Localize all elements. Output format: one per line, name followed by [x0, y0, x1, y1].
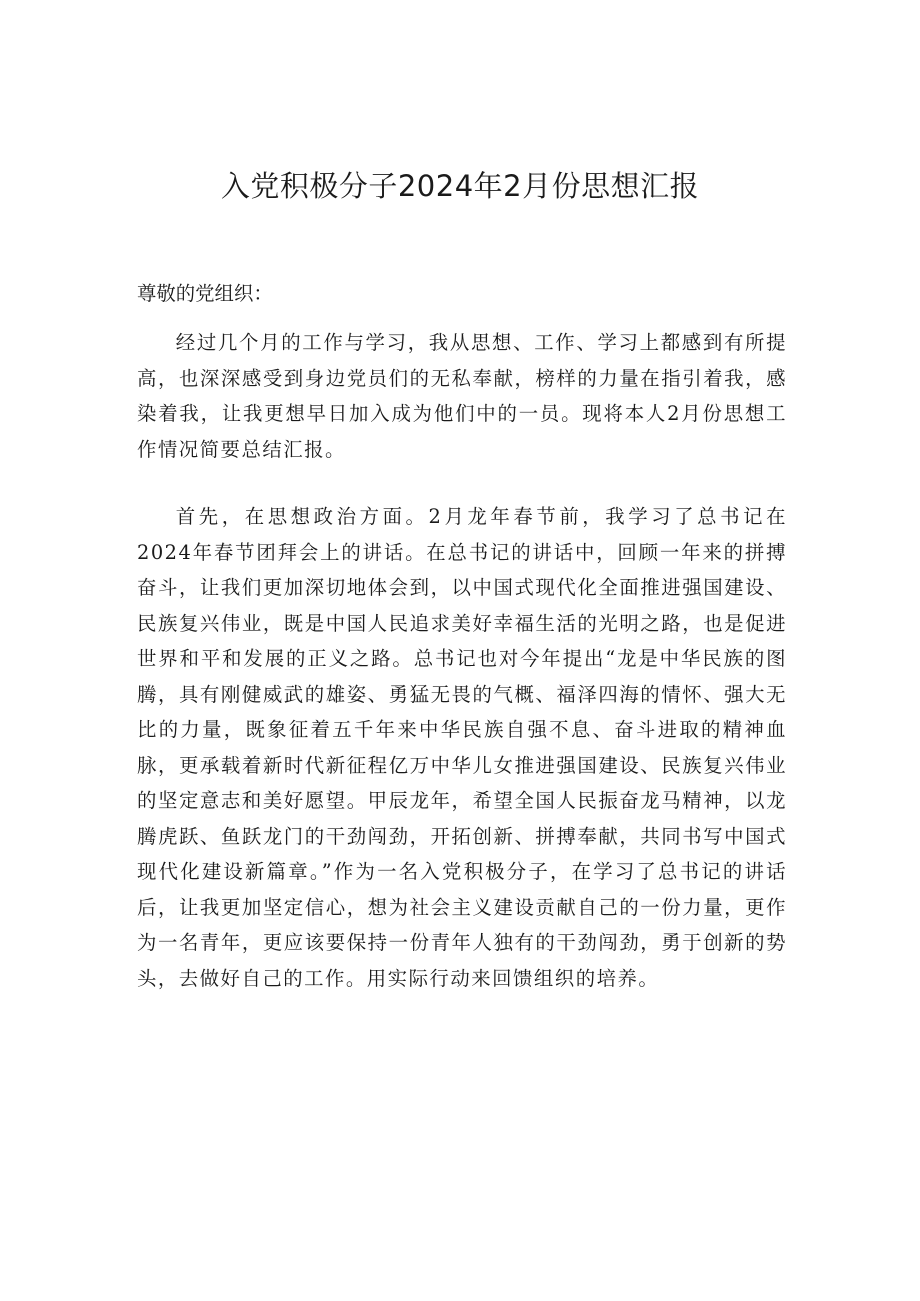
document-title: 入党积极分子2024年2月份思想汇报 [220, 169, 700, 203]
salutation: 尊敬的党组织： [137, 282, 273, 305]
paragraph-ideological-political: 首先，在思想政治方面。2月龙年春节前，我学习了总书记在2024年春节团拜会上的讲话。在总书记的讲话中，回顾一年来的拼搏奋斗，让我们更加深切地体会到，以中国式现代化全面推进强国建设、民族复兴伟业，既是中国人民追求美好幸福生活的光明之路，也是促进世界和平和发展的正义之路。总书记也对今年提出“龙是中华民族的图腾，具有刚健威武的雄姿、勇猛无畏的气概、福泽四海的情怀、强大无比的力量，既象征着五千年来中华民族自强不息、奋斗进取的精神血脉，更承载着新时代新征程亿万中华儿女推进强国建设、民族复兴伟业的坚定意志和美好愿望。甲辰龙年，希望全国人民振奋龙马精神，以龙腾虎跃、鱼跃龙门的干劲闯劲，开拓创新、拼搏奉献，共同书写中国式现代化建设新篇章。”作为一名入党积极分子，在学习了总书记的讲话后，让我更加坚定信心，想为社会主义建设贡献自己的一份力量，更作为一名青年，更应该要保持一份青年人独有的干劲闯劲，勇于创新的势头，去做好自己的工作。用实际行动来回馈组织的培养。 [137, 505, 787, 990]
paragraph-intro: 经过几个月的工作与学习，我从思想、工作、学习上都感到有所提高，也深深感受到身边党员们的无私奉献，榜样的力量在指引着我，感染着我，让我更想早日加入成为他们中的一员。现将本人2月份思想工作情况简要总结汇报。 [137, 331, 787, 461]
